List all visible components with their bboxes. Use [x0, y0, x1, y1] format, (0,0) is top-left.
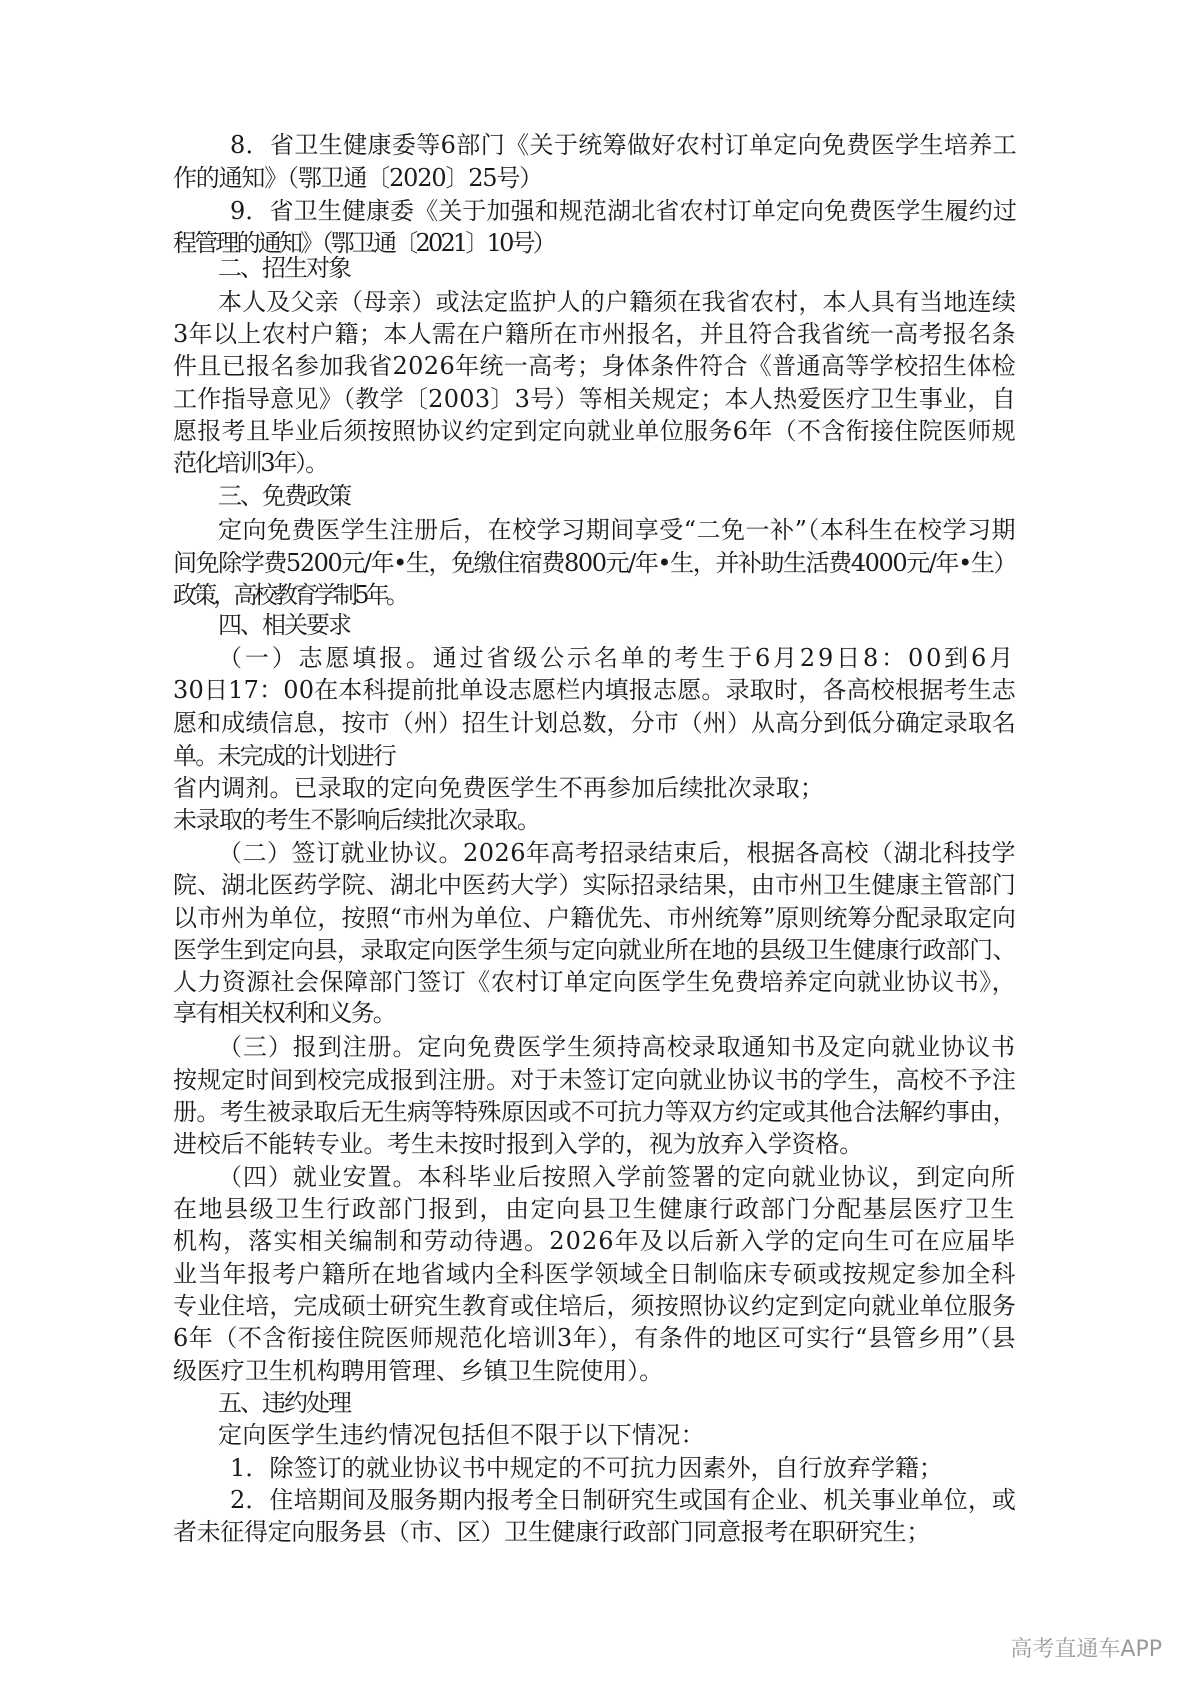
text-line: 机构，落实相关编制和劳动待遇。2026年及以后新入学的定向生可在应届毕: [173, 1227, 1016, 1255]
text-line: （三）报到注册。定向免费医学生须持高校录取通知书及定向就业协议书: [218, 1033, 1016, 1061]
text-line: （四）就业安置。本科毕业后按照入学前签署的定向就业协议，到定向所: [218, 1163, 1016, 1191]
text-line: 程管理的通知》（鄂卫通〔2021〕10号）: [173, 229, 554, 257]
text-line: 册。考生被录取后无生病等特殊原因或不可抗力等双方约定或其他合法解约事由，: [173, 1098, 1016, 1126]
text-line: 单。未完成的计划进行: [173, 742, 395, 770]
text-line: 1．除签订的就业协议书中规定的不可抗力因素外，自行放弃学籍；: [230, 1454, 943, 1482]
text-line: 级医疗卫生机构聘用管理、乡镇卫生院使用）。: [173, 1357, 663, 1385]
text-line: 愿和成绩信息，按市（州）招生计划总数，分市（州）从高分到低分确定录取名: [173, 709, 1016, 737]
text-line: （二）签订就业协议。2026年高考招录结束后，根据各高校（湖北科技学: [218, 839, 1016, 867]
text-line: 在地县级卫生行政部门报到，由定向县卫生健康行政部门分配基层医疗卫生: [173, 1195, 1016, 1223]
section-heading: 五、违约处理: [218, 1389, 350, 1417]
text-line: 作的通知》（鄂卫通〔2020〕25号）: [173, 164, 542, 192]
section-heading: 二、招生对象: [218, 254, 350, 282]
text-line: 间免除学费5200元/年•生，免缴住宿费800元/年•生，并补助生活费4000元/年•生）: [173, 549, 1016, 577]
text-line: 按规定时间到校完成报到注册。对于未签订定向就业协议书的学生，高校不予注: [173, 1066, 1016, 1094]
text-line: 者未征得定向服务县（市、区）卫生健康行政部门同意报考在职研究生；: [173, 1518, 930, 1546]
text-line: 工作指导意见》（教学〔2003〕3号）等相关规定；本人热爱医疗卫生事业，自: [173, 385, 1016, 413]
text-line: 定向免费医学生注册后，在校学习期间享受“二免一补”（本科生在校学习期: [218, 516, 1016, 544]
section-heading: 三、免费政策: [218, 482, 350, 510]
text-line: 医学生到定向县，录取定向医学生须与定向就业所在地的县级卫生健康行政部门、: [173, 936, 1016, 964]
text-line: 定向医学生违约情况包括但不限于以下情况：: [218, 1421, 705, 1449]
text-line: 专业住培，完成硕士研究生教育或住培后，须按照协议约定到定向就业单位服务: [173, 1292, 1016, 1320]
text-line: 以市州为单位，按照“市州为单位、户籍优先、市州统筹”原则统筹分配录取定向: [173, 904, 1016, 932]
text-line: 未录取的考生不影响后续批次录取。: [173, 806, 540, 834]
watermark: 高考直通车APP: [1010, 1637, 1162, 1662]
text-line: 人力资源社会保障部门签订《农村订单定向医学生免费培养定向就业协议书》，: [173, 968, 1016, 996]
text-line: 本人及父亲（母亲）或法定监护人的户籍须在我省农村，本人具有当地连续: [218, 288, 1016, 316]
text-line: 范化培训3年）。: [173, 449, 327, 477]
text-line: 30日17：00在本科提前批单设志愿栏内填报志愿。录取时，各高校根据考生志: [173, 676, 1016, 704]
text-line: 政策，高校教育学制5年。: [173, 581, 406, 609]
text-line: 6年（不含衔接住院医师规范化培训3年），有条件的地区可实行“县管乡用”（县: [173, 1324, 1016, 1352]
text-line: 3年以上农村户籍；本人需在户籍所在市州报名，并且符合我省统一高考报名条: [173, 320, 1016, 348]
text-line: 院、湖北医药学院、湖北中医药大学）实际招录结果，由市州卫生健康主管部门: [173, 871, 1016, 899]
text-line: 9．省卫生健康委《关于加强和规范湖北省农村订单定向免费医学生履约过: [230, 197, 1017, 225]
text-line: 享有相关权利和义务。: [173, 999, 395, 1027]
text-line: 2．住培期间及服务期内报考全日制研究生或国有企业、机关事业单位，或: [230, 1486, 1016, 1514]
text-line: 愿报考且毕业后须按照协议约定到定向就业单位服务6年（不含衔接住院医师规: [173, 417, 1016, 445]
text-line: 省内调剂。已录取的定向免费医学生不再参加后续批次录取；: [173, 774, 824, 802]
text-line: 8．省卫生健康委等6部门《关于统筹做好农村订单定向免费医学生培养工: [230, 131, 1017, 159]
text-line: 业当年报考户籍所在地省域内全科医学领域全日制临床专硕或按规定参加全科: [173, 1260, 1016, 1288]
text-line: （一）志愿填报。通过省级公示名单的考生于6月29日8：00到6月: [218, 644, 1016, 672]
section-heading: 四、相关要求: [218, 611, 350, 639]
text-line: 件且已报名参加我省2026年统一高考；身体条件符合《普通高等学校招生体检: [173, 352, 1016, 380]
text-line: 进校后不能转专业。考生未按时报到入学的，视为放弃入学资格。: [173, 1130, 863, 1158]
